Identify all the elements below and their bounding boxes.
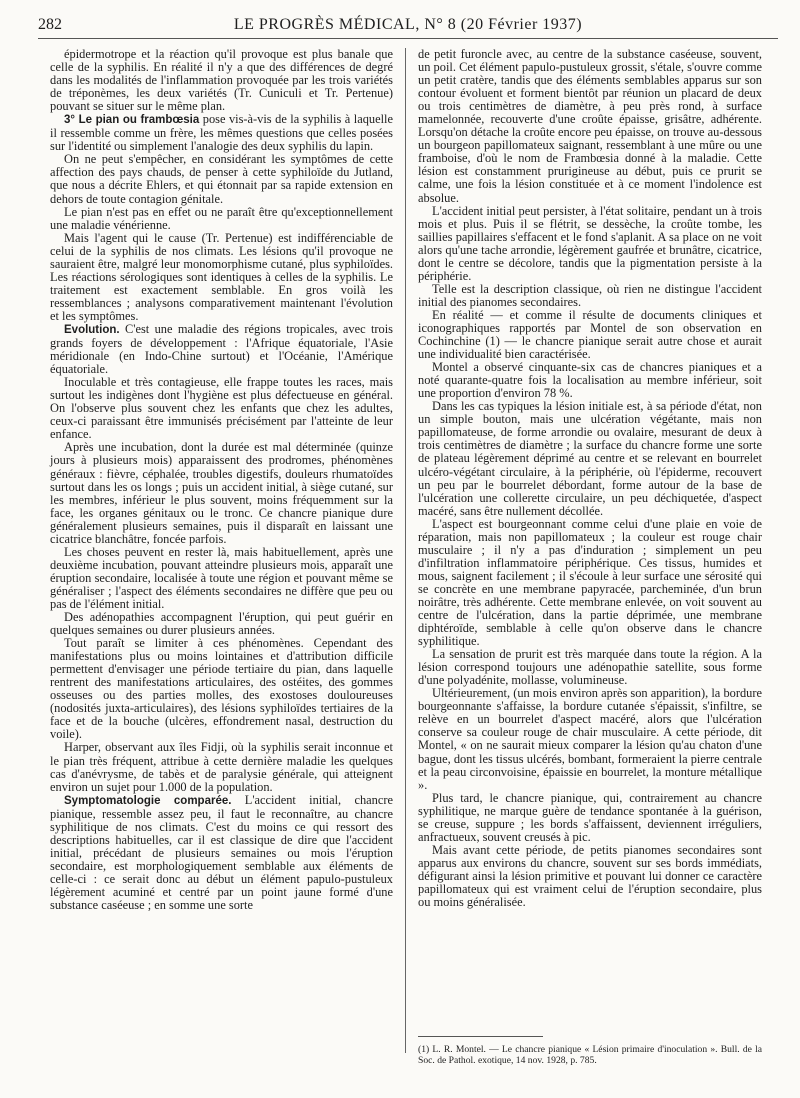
paragraph: épidermotrope et la réaction qu'il provoque est plus banale que celle de la syphilis. En réalité il n'y a que des différences de degré dans les modalités de l'inflammation provoquée par les trois variétés de tréponèmes, les deux variétés (Tr. Cuniculi et Tr. Pertenue) pouvant se situer sur le même plan. bbox=[50, 47, 393, 114]
paragraph bbox=[50, 323, 393, 376]
section-heading: Symptomatologie comparée. bbox=[64, 794, 232, 807]
paragraph: En réalité — et comme il résulte de documents cliniques et iconographiques rapportés par Montel de son observation en Cochinchine (1) — le chancre pianique serait autre chose et aurait une individualité bien caractérisée. bbox=[418, 307, 762, 362]
right-column bbox=[418, 48, 762, 909]
paragraph-text: C'est une maladie des régions tropicales, avec trois grands foyers de développement : l'Afrique équatoriale, l'Asie méridionale (en Indo-Chine surtout) et l'Océanie, l'Amérique équatoriale. bbox=[50, 321, 393, 377]
footnote-rule bbox=[418, 1036, 543, 1037]
left-column bbox=[50, 48, 393, 912]
column-divider bbox=[405, 48, 406, 1053]
paragraph: La sensation de prurit est très marquée dans toute la région. A la lésion correspond toujours une adénopathie satellite, sous forme d'une polyadénite, mollasse, volumineuse. bbox=[418, 647, 762, 688]
paragraph: Plus tard, le chancre pianique, qui, contrairement au chancre syphilitique, ne marque guère de tendance spontanée à la guérison, se creuse, suppure ; les bords s'affaissent, deviennent irréguliers, anfractueux, souvent creusés à pic. bbox=[418, 790, 762, 844]
paragraph: Tout paraît se limiter à ces phénomènes. Cependant des manifestations plus ou moins lointaines et d'attribution difficile permettent d'envisager une période tertiaire du pian, dans laquelle rentrent des manifestations articulaires, des ostéites, des gommes osseuses ou des parties molles, des exostoses douloureuses (nodosités juxta-articulaires), des lésions syphiloïdes tertiaires de la face et de la bouche (ulcères, effondrement nasal, destruction du voile). bbox=[50, 636, 393, 742]
paragraph: Après une incubation, dont la durée est mal déterminée (quinze jours à plusieurs mois) apparaissent des prodromes, phénomènes généraux : fièvre, céphalée, troubles digestifs, douleurs rhumatoïdes surtout dans les os longs ; puis un accident initial, à siège cutané, sur les membres, inférieur le plus souvent, moins fréquemment sur la face, les organes génitaux ou le tronc. Ce chancre pianique dure généralement plusieurs semaines, puis il disparaît en laissant une cicatrice blanchâtre, foncée parfois. bbox=[50, 440, 393, 546]
paragraph: Mais l'agent qui le cause (Tr. Pertenue) est indifférenciable de celui de la syphilis de nos climats. Les lésions qu'il provoque ne sauraient être, malgré leur monomorphisme cutané, plus syphiloïdes. Les réactions sérologiques sont identiques à celles de la syphilis. Le traitement est exactement semblable. En gros voilà les ressemblances ; analysons comparativement maintenant l'évolution et les symptômes. bbox=[50, 230, 393, 323]
paragraph: Les choses peuvent en rester là, mais habituellement, après une deuxième incubation, pouvant atteindre plusieurs mois, apparaît une éruption secondaire, localisée à toute une région et pouvant même se généraliser ; l'aspect des éléments secondaires ne diffère que peu ou pas de l'élément initial. bbox=[50, 544, 393, 611]
section-heading: 3° Le pian ou frambœsia bbox=[64, 114, 200, 127]
paragraph: Des adénopathies accompagnent l'éruption, qui peut guérir en quelques semaines ou durer plusieurs années. bbox=[50, 610, 393, 638]
paragraph: de petit furoncle avec, au centre de la substance caséeuse, souvent, un poil. Cet élément papulo-pustuleux grossit, s'étale, s'ouvre comme un petit cratère, tandis que des éléments semblables apparus sur son contour évoluent et forment bientôt par réunion un placard de deux ou trois centimètres de diamètre, à peu près rond, à surface mamelonnée, recouverte d'une croûte épaisse, grisâtre, adhérente. Lorsqu'on détache la croûte encore peu épaisse, on trouve au-dessous un bourgeon papillomateux saignant, ressemblant à une mûre ou une framboise, d'où le nom de Frambœsia donné à la maladie. Cette lésion est constamment prurigineuse au début, puis ce prurit se calme, une fois la lésion constituée et à ce moment l'indolence est absolue. bbox=[418, 47, 762, 205]
paragraph: Montel a observé cinquante-six cas de chancres pianiques et a noté quarante-quatre fois la localisation au membre inférieur, soit une proportion d'environ 78 %. bbox=[418, 360, 762, 401]
paragraph: Dans les cas typiques la lésion initiale est, à sa période d'état, non un simple bouton, mais une ulcération végétante, mais non papillomateuse, de forme arrondie ou ovalaire, mesurant de deux à trois centimètres de diamètre ; la surface du chancre forme une sorte de plateau légèrement déprimé au centre et se relevant en bourrelet ulcéro-végétant circulaire, à la périphérie, où l'épiderme, recouvert un peu par le bourrelet débordant, forme autour de la base de l'ulcération une collerette circulaire, un peu déchiquetée, d'aspect macéré, sans être nullement décollée. bbox=[418, 399, 762, 518]
paragraph: L'aspect est bourgeonnant comme celui d'une plaie en voie de réparation, mais non papillomateux ; la couleur est rouge chair musculaire ; il n'y a pas d'induration ; simplement un peu d'infiltration inflammatoire périphérique. Ces tissus, humides et mous, saignent facilement ; il s'écoule à leur surface une sérosité qui se concrète en une membrane papyracée, parcheminée, d'un brun noirâtre, très adhérente. Cette membrane enlevée, on voit souvent au centre de l'ulcération, dans la partie déprimée, une membrane diphtéroïde, semblable à celle qu'on observe dans le chancre syphilitique. bbox=[418, 516, 762, 649]
paragraph: Ultérieurement, (un mois environ après son apparition), la bordure bourgeonnante s'affaisse, la bordure cutanée s'épaissit, s'infiltre, se relève en un bourrelet d'aspect macéré, alors que l'ulcération conserve sa couleur rouge de chair musculaire. A cette période, dit Montel, « on ne saurait mieux comparer la lésion qu'au chaton d'une bague, dont les tissus ulcérés, bombant, formeraient la pierre centrale et la peau circonvoisine, épaissie en bourrelet, la monture métallique ». bbox=[418, 686, 762, 792]
paragraph-text: L'accident initial, chancre pianique, ressemble assez peu, il faut le reconnaître, au chancre syphilitique de nos climats. C'est du moins ce qui ressort des descriptions habituelles, car il est classique de dire que l'accident initial, précédant de plusieurs semaines ou mois l'éruption secondaire, est morphologiquement semblable aux éléments de celle-ci : ce serait donc au début un élément papulo-pustuleux légèrement acuminé et centré par un point jaune formé d'une substance caséeuse ; en somme une sorte bbox=[50, 792, 393, 913]
paragraph: On ne peut s'empêcher, en considérant les symptômes de cette affection des pays chauds, de penser à cette syphiloïde du Jutland, que nous a décrite Ehlers, et qui étonnait par sa rapide extension en dehors de toute contagion génitale. bbox=[50, 152, 393, 206]
running-header bbox=[38, 16, 778, 39]
paragraph bbox=[50, 113, 393, 153]
paragraph: Harper, observant aux îles Fidji, où la syphilis serait inconnue et le pian très fréquent, attribue à cette dernière maladie les quelques cas d'anévrysme, de tabès et de paralysie générale, qui atteignent environ un sujet pour 1.000 de la population. bbox=[50, 740, 393, 794]
paragraph: Le pian n'est pas en effet ou ne paraît être qu'exceptionnellement une maladie vénérienne. bbox=[50, 204, 393, 232]
paragraph: Inoculable et très contagieuse, elle frappe toutes les races, mais surtout les indigènes dont l'hygiène est plus défectueuse en général. On l'observe plus souvent chez les enfants que chez les adultes, ceux-ci paraissant être immunisés précisément par l'atteinte de leur enfance. bbox=[50, 375, 393, 442]
paragraph: Telle est la description classique, où rien ne distingue l'accident initial des pianomes secondaires. bbox=[418, 281, 762, 309]
paragraph-text: pose vis-à-vis de la syphilis à laquelle il ressemble comme un frère, les mêmes questions que celles posées sur l'identité ou simplement l'analogie des deux syphilis du lapin. bbox=[50, 112, 393, 154]
paragraph bbox=[50, 794, 393, 912]
paragraph: L'accident initial peut persister, à l'état solitaire, pendant un à trois mois et plus. Puis il se flétrit, se dessèche, la croûte tombe, les saillies papillaires s'effacent et le fond s'aplanit. A sa place on ne voit alors qu'une tache arrondie, légèrement gaufrée et brunâtre, cicatrice, dont le centre se décolore, tandis que la pigmentation persiste à la périphérie. bbox=[418, 203, 762, 283]
footnote: (1) L. R. Montel. — Le chancre pianique « Lésion primaire d'inoculation ». Bull. de la Soc. de Pathol. exotique, 14 nov. 1928, p. 785. bbox=[418, 1044, 762, 1066]
journal-title: LE PROGRÈS MÉDICAL, N° 8 (20 Février 1937) bbox=[233, 16, 583, 33]
page-number: 282 bbox=[38, 16, 62, 33]
paragraph: Mais avant cette période, de petits pianomes secondaires sont apparus aux environs du chancre, souvent sur ses bords immédiats, défigurant ainsi la lésion primitive et pouvant lui donner ce caractère papillomateux qui est vraiment celui de l'éruption secondaire, plus ou moins généralisée. bbox=[418, 842, 762, 910]
section-heading: Evolution. bbox=[64, 323, 120, 336]
